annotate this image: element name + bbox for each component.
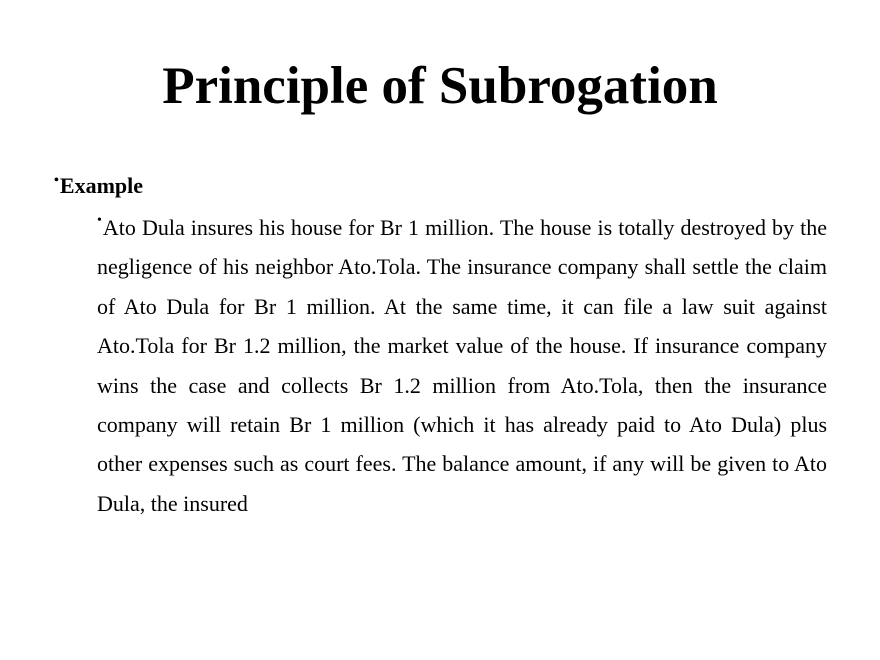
sub-bullet-dot-icon: •	[97, 213, 102, 228]
sub-bullet-text: Ato Dula insures his house for Br 1 million. The house is totally destroyed by the negligence of his neighbor Ato.Tola. The insurance company shall settle the claim of Ato Dula for Br 1 million. At the same time, it can file a law suit against Ato.Tola for Br 1.2 million, the market value of the house. If insurance company wins the case and collects Br 1.2 million from Ato.Tola, then the insurance company will retain Br 1 million (which it has already paid to Ato Dula) plus other expenses such as court fees. The balance amount, if any will be given to Ato Dula, the insured	[97, 215, 827, 516]
sub-bullet-example-text	[97, 208, 827, 523]
bullet-example-label: Example	[59, 173, 144, 198]
bullet-example	[54, 172, 143, 200]
slide-title: Principle of Subrogation	[162, 57, 718, 115]
bullet-dot-icon: •	[54, 173, 59, 188]
